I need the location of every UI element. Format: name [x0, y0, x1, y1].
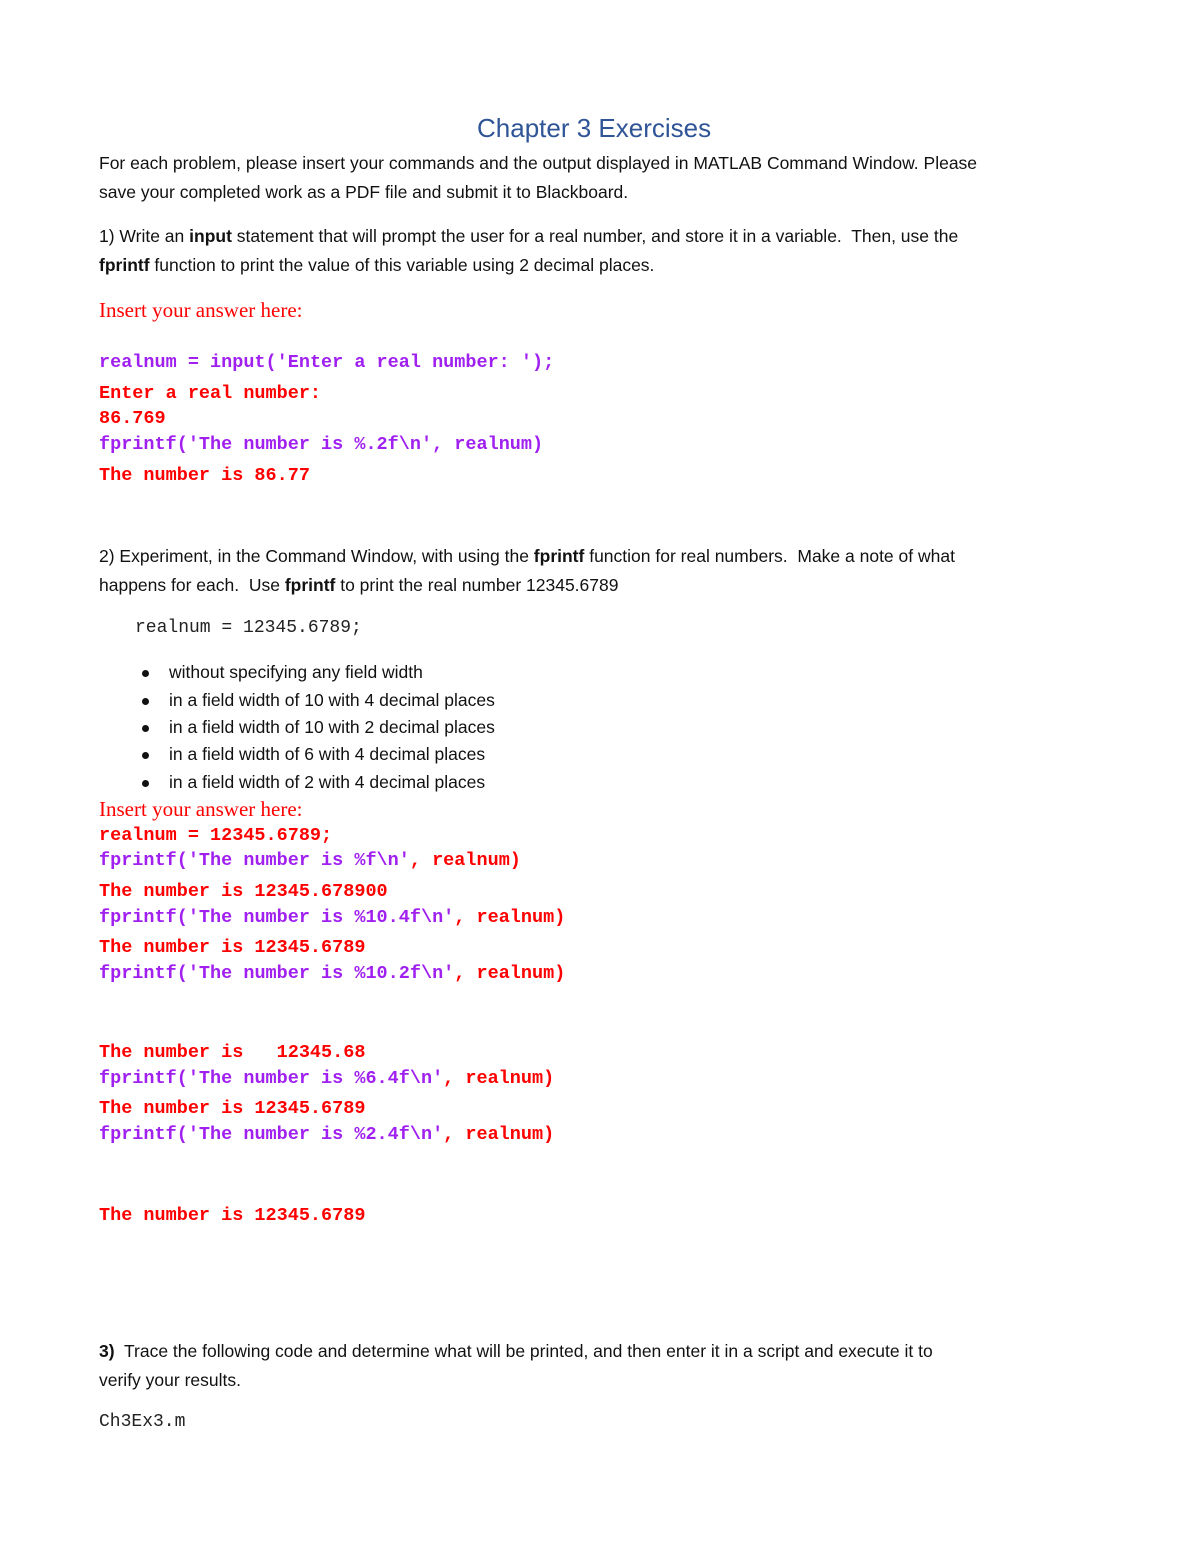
question-1-number: 1): [99, 226, 115, 246]
question-1-line-1: 1) Write an input statement that will prompt the user for a real number, and store it in a variable. Then, use the: [99, 226, 959, 246]
answer-2-code-line: fprintf('The number is %10.2f\n', realnum): [99, 963, 566, 984]
bullet-icon: [142, 752, 149, 759]
answer-2-code-line: fprintf('The number is %10.4f\n', realnum): [99, 907, 566, 928]
bullet-icon: [142, 725, 149, 732]
bullet-item: in a field width of 6 with 4 decimal places: [169, 744, 486, 764]
answer-2-code-line: fprintf('The number is %f\n', realnum): [99, 850, 521, 871]
question-2-line-2: happens for each. Use fprintf to print the real number 12345.6789: [99, 575, 619, 595]
question-3-number: 3): [99, 1341, 115, 1361]
question-1-line-2: fprintf function to print the value of this variable using 2 decimal places.: [99, 255, 655, 275]
question-2-number: 2): [99, 546, 115, 566]
answer-1-label: Insert your answer here:: [99, 298, 303, 322]
question-2-code-snippet: realnum = 12345.6789;: [135, 618, 362, 638]
answer-2-output-line: The number is 12345.678900: [99, 881, 388, 902]
bullet-item: without specifying any field width: [169, 662, 423, 682]
answer-2-code-line: fprintf('The number is %2.4f\n', realnum): [99, 1124, 555, 1145]
bullet-item: in a field width of 10 with 4 decimal places: [169, 690, 495, 710]
answer-1-output-line: The number is 86.77: [99, 465, 310, 486]
keyword-fprintf: fprintf: [99, 255, 150, 275]
answer-2-code-line: fprintf('The number is %6.4f\n', realnum): [99, 1068, 555, 1089]
question-3-line-1: 3) Trace the following code and determine what will be printed, and then enter it in a script and execute it to: [99, 1341, 933, 1361]
answer-1-code-line: fprintf('The number is %.2f\n', realnum): [99, 434, 544, 455]
intro-line-1: For each problem, please insert your commands and the output displayed in MATLAB Command Window. Please: [99, 153, 978, 173]
answer-2-output-line: The number is 12345.6789: [99, 1098, 366, 1119]
answer-1-output-line: 86.769: [99, 408, 166, 429]
answer-2-code-line: realnum = 12345.6789;: [99, 825, 333, 846]
page-title: Chapter 3 Exercises: [477, 113, 712, 143]
keyword-fprintf: fprintf: [533, 546, 585, 566]
answer-2-output-line: The number is 12345.68: [99, 1042, 366, 1063]
question-2-line-1: 2) Experiment, in the Command Window, with using the fprintf function for real numbers. Make a note of what: [99, 546, 955, 566]
intro-line-2: save your completed work as a PDF file and submit it to Blackboard.: [99, 182, 629, 202]
bullet-item: in a field width of 2 with 4 decimal places: [169, 772, 486, 792]
answer-1-output-line: Enter a real number:: [99, 383, 322, 404]
bullet-item: in a field width of 10 with 2 decimal places: [169, 717, 495, 737]
answer-2-output-line: The number is 12345.6789: [99, 1205, 366, 1226]
keyword-input: input: [189, 226, 232, 246]
question-3-filename: Ch3Ex3.m: [99, 1412, 186, 1432]
bullet-icon: [142, 780, 149, 787]
question-3-line-2: verify your results.: [99, 1370, 241, 1390]
answer-1-code-line: realnum = input('Enter a real number: ');: [99, 352, 555, 373]
bullet-icon: [142, 670, 149, 677]
answer-2-label: Insert your answer here:: [99, 797, 303, 821]
answer-2-output-line: The number is 12345.6789: [99, 937, 366, 958]
keyword-fprintf: fprintf: [284, 575, 336, 595]
bullet-icon: [142, 698, 149, 705]
